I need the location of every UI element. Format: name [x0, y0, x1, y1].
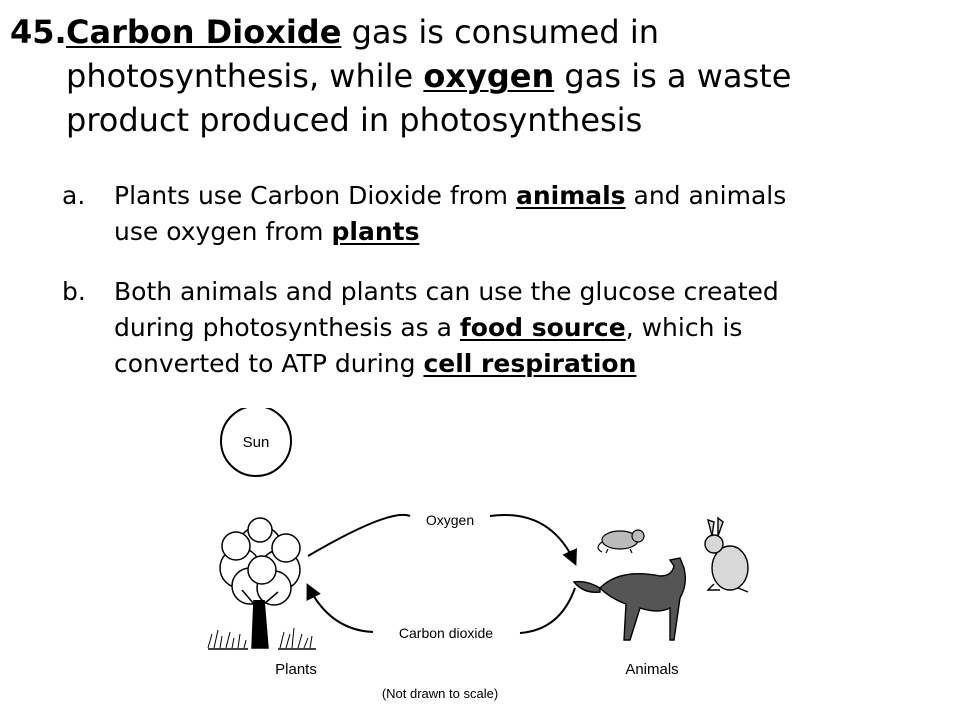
photosynthesis-cycle-diagram [190, 408, 790, 720]
sub-point-a [62, 178, 922, 250]
carbon-dioxide-arrow [308, 586, 373, 632]
sub-point-letter: a. [62, 181, 86, 210]
question-heading [10, 10, 930, 142]
oxygen-arrow [308, 515, 410, 556]
sub-point-text: during photosynthesis as a [114, 313, 460, 342]
carbon-dioxide-arrow [520, 588, 575, 633]
carbon-dioxide-label: Carbon dioxide [398, 625, 494, 641]
answer-carbon-dioxide: Carbon Dioxide [66, 13, 342, 51]
tree-illustration [220, 518, 300, 648]
sub-point-letter: b. [62, 277, 86, 306]
sub-point-text: , which is [625, 313, 743, 342]
oxygen-arrow [490, 515, 575, 563]
sub-point-text: use oxygen from [114, 217, 332, 246]
animals-label: Animals [625, 661, 679, 678]
answer-cell-respiration: cell respiration [423, 349, 637, 378]
question-text: gas is consumed in [341, 13, 659, 51]
scale-note: (Not drawn to scale) [381, 686, 499, 701]
answer-plants: plants [331, 217, 420, 246]
question-text: gas is a waste [554, 57, 792, 95]
sub-point-b [62, 274, 922, 382]
answer-animals: animals [515, 181, 626, 210]
plants-label: Plants [275, 661, 317, 678]
rabbit-illustration [705, 518, 748, 592]
sub-point-text: Both animals and plants can use the glucose created [114, 277, 779, 306]
question-text: photosynthesis, while [66, 57, 424, 95]
sub-point-text: and animals [625, 181, 787, 210]
answer-oxygen: oxygen [423, 57, 555, 95]
sun-label: Sun [242, 434, 270, 451]
answer-food-source: food source [459, 313, 626, 342]
question-text: product produced in photosynthesis [66, 101, 643, 139]
sub-point-text: Plants use Carbon Dioxide from [114, 181, 516, 210]
fox-illustration [574, 558, 685, 640]
sub-point-text: converted to ATP during [114, 349, 424, 378]
oxygen-label: Oxygen [425, 512, 475, 528]
mouse-illustration [598, 530, 644, 553]
question-number: 45. [10, 13, 67, 51]
